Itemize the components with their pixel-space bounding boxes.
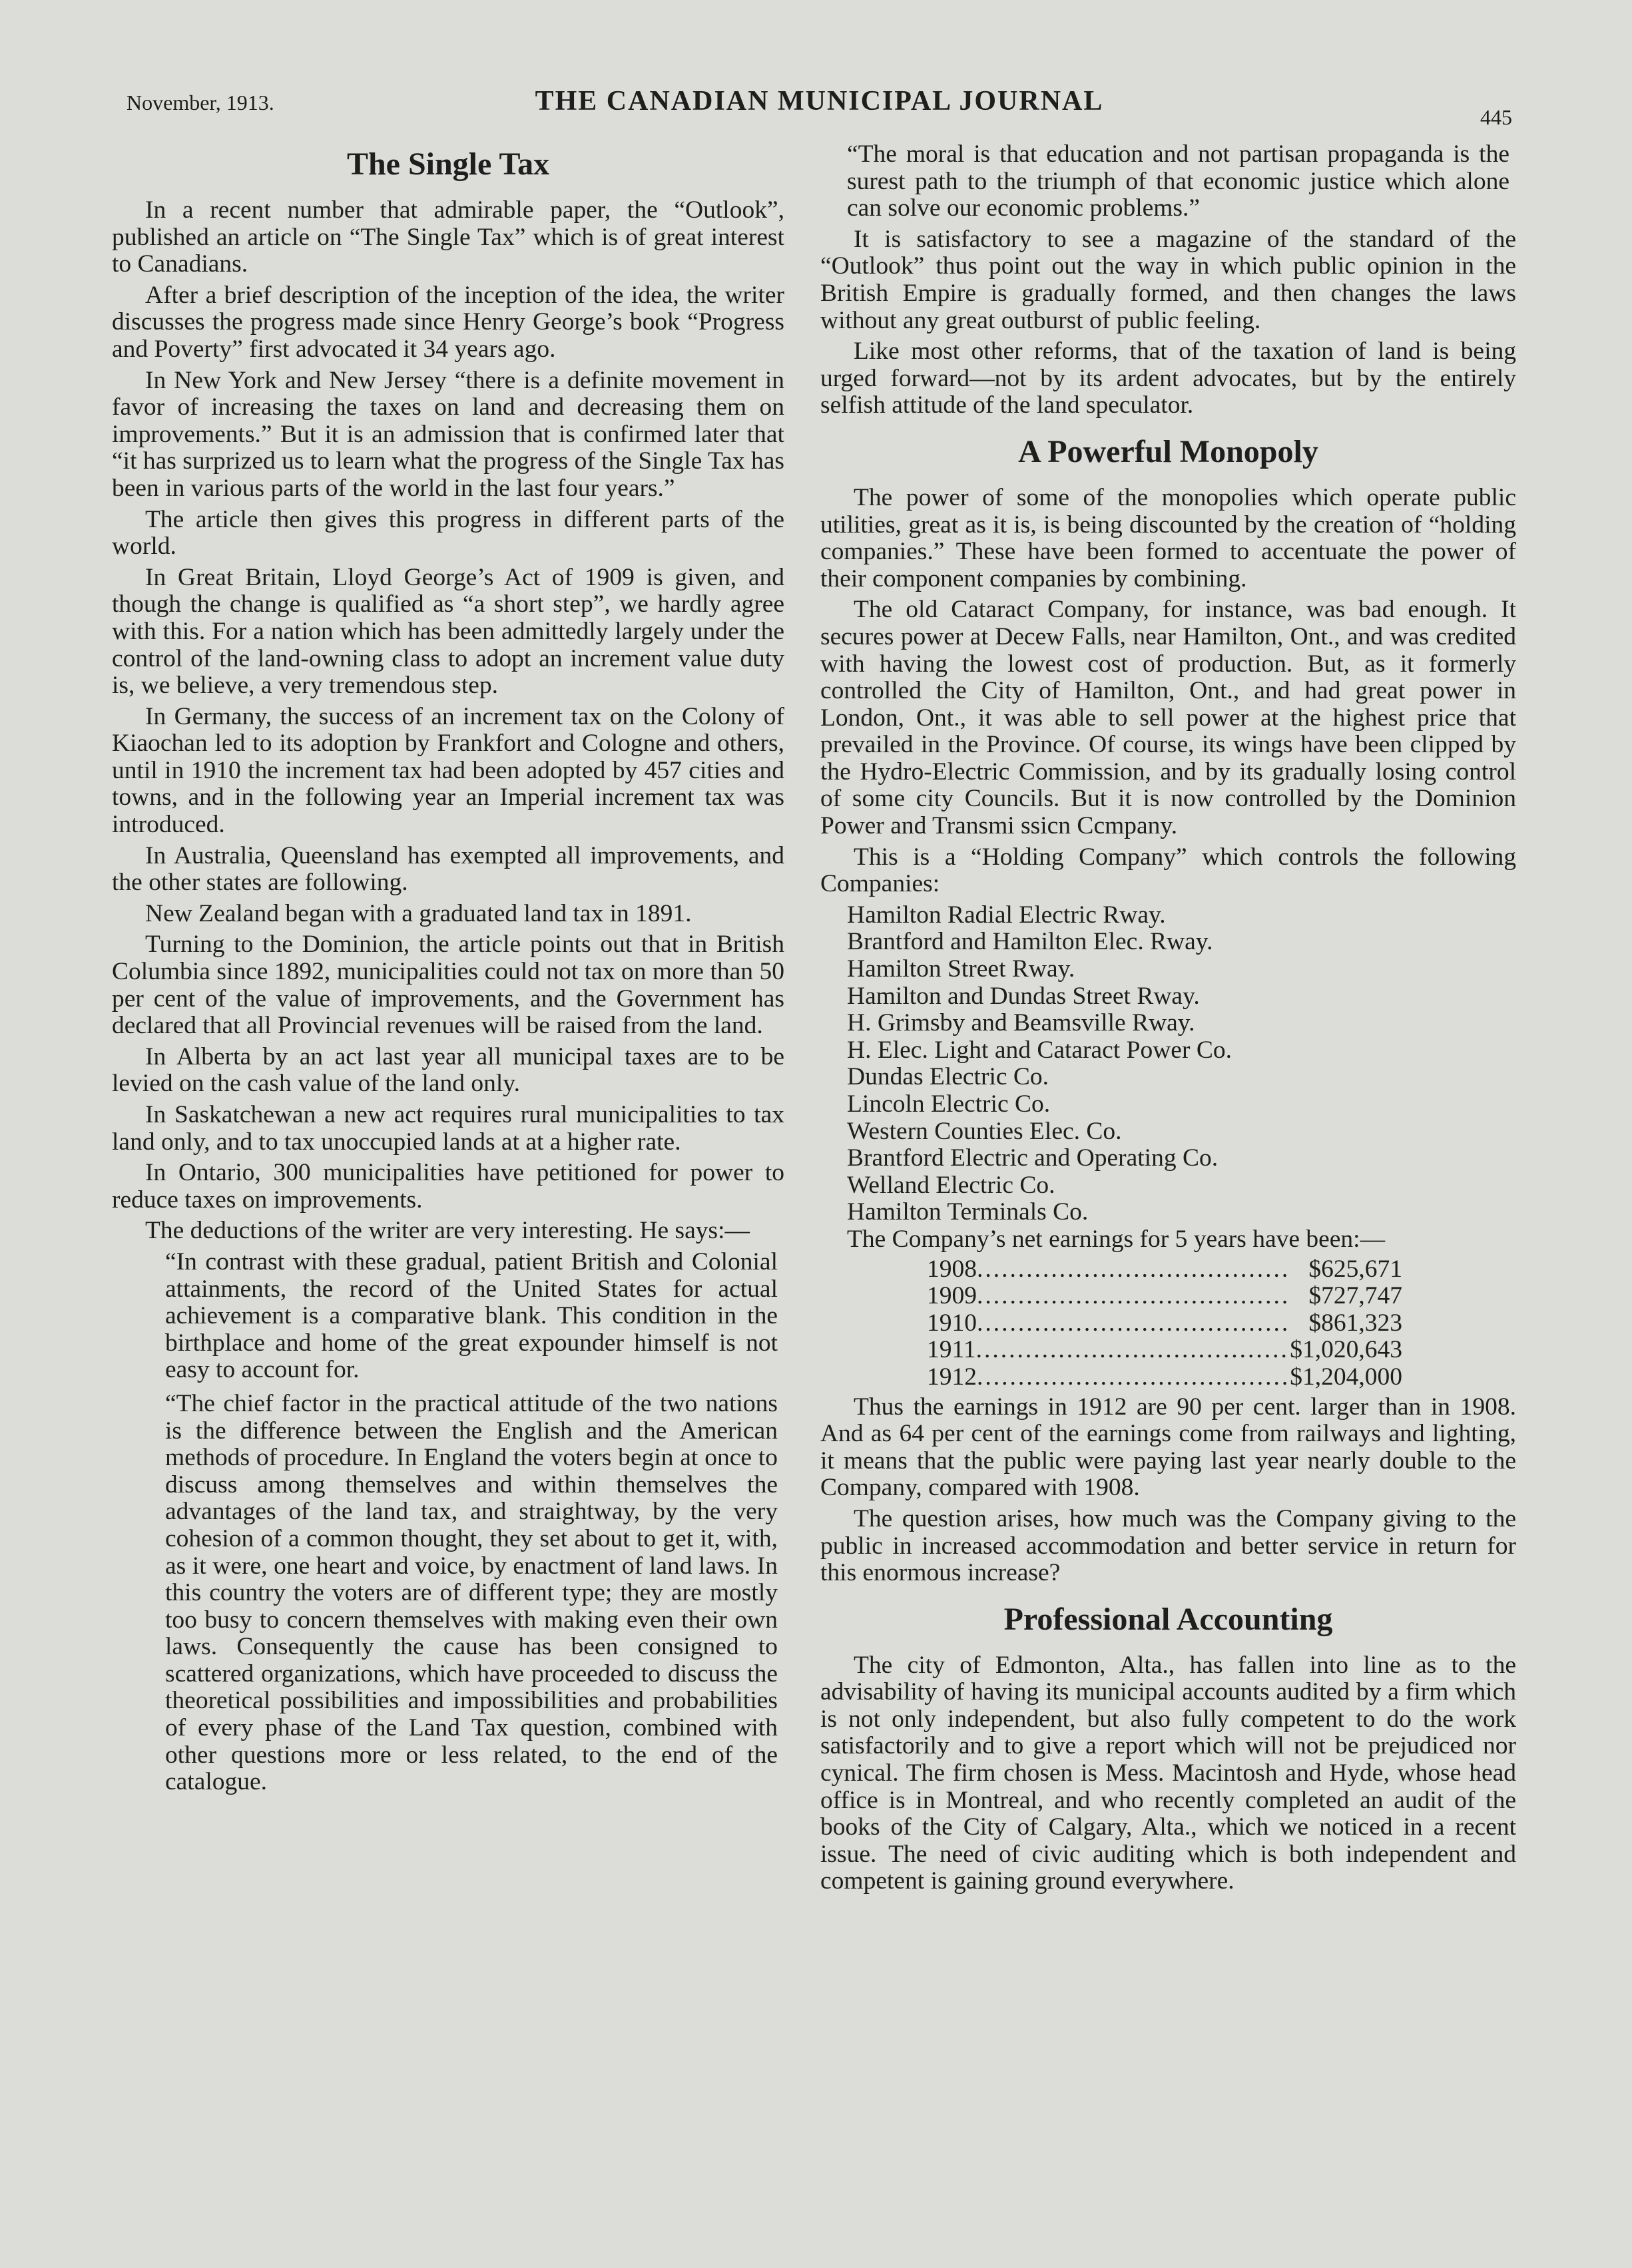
single-tax-closing: Like most other reforms, that of the taxation of land is being urged forward—not by its ardent advocates, but by the entirely selfish attitude of the land speculator. [820, 338, 1516, 419]
monopoly-paragraph: This is a “Holding Company” which controls the following Companies: [820, 843, 1516, 898]
earnings-year: 1909 [927, 1283, 977, 1310]
earnings-intro: The Company’s net earnings for 5 years have been:— [847, 1225, 1386, 1253]
earnings-year: 1910 [927, 1309, 977, 1337]
quote-paragraph: “In contrast with these gradual, patient British and Colonial attainments, the record of the United States for actual achievement is a comparative blank. This condition in the birthplace and home of the great expounder himself is not easy to account for. [165, 1247, 778, 1384]
single-tax-closing: It is satisfactory to see a magazine of the standard of the “Outlook” thus point out the way in which public opinion in the British Empire is gradually formed, and then changes the laws without any great outburst of public feeling. [820, 225, 1516, 334]
earnings-amount: $1,020,643 [1290, 1336, 1402, 1364]
dot-leader: ...................................... [975, 1337, 1289, 1364]
earnings-year: 1911 [927, 1337, 976, 1364]
single-tax-paragraph: In a recent number that admirable paper, the “Outlook”, published an article on “The Single Tax” which is of great interest to Canadians. [112, 196, 784, 278]
monopoly-paragraph: Thus the earnings in 1912 are 90 per cent. larger than in 1908. And as 64 per cent of the earnings come from railways and lighting, it means that the public were paying last year nearly double to the Company, compared with 1908. [820, 1393, 1516, 1502]
list-item: Brantford Electric and Operating Co. [847, 1144, 1219, 1172]
list-item: Western Counties Elec. Co. [847, 1117, 1122, 1145]
monopoly-paragraph: The question arises, how much was the Company giving to the public in increased accommodation and better service in return for this enormous increase? [820, 1504, 1516, 1587]
monopoly-paragraph: The old Cataract Company, for instance, was bad enough. It secures power at Decew Falls, near Hamilton, Ont., and was credited with having the lowest cost of production. But, as it formerly controlled the City of Hamilton, Ont., and had great power in London, Ont., it was able to sell power at the highest price that prevailed in the Province. Of course, its wings have been clipped by the Hydro-Electric Commission, and by its gradually losing control of some city Councils. But it is now controlled by the Dominion Power and Transmi ssicn Ccmpany. [820, 596, 1516, 840]
dot-leader: ...................................... [977, 1309, 1290, 1337]
company-list [847, 902, 1516, 1253]
table-row [927, 1283, 1402, 1310]
left-column [112, 141, 784, 1800]
accounting-heading: Professional Accounting [1003, 1601, 1333, 1637]
single-tax-paragraph: New Zealand began with a graduated land tax in 1891. [145, 899, 692, 927]
right-column [820, 141, 1516, 1899]
earnings-amount: $861,323 [1308, 1309, 1402, 1337]
single-tax-paragraph: In Australia, Queensland has exempted all improvements, and the other states are following. [112, 841, 784, 897]
earnings-year: 1912 [927, 1363, 977, 1391]
list-item: Lincoln Electric Co. [847, 1090, 1051, 1118]
single-tax-paragraph: Turning to the Dominion, the article points out that in British Columbia since 1892, municipalities could not tax on more than 50 per cent of the value of improvements, and the Government has declared that all Provincial revenues will be raised from the land. [112, 931, 784, 1040]
quote-paragraph: “The chief factor in the practical attitude of the two nations is the difference between the English and the American methods of procedure. In England the voters begin at once to discuss among themselves and within themselves the advantages of the land tax, and straightway, by the very cohesion of a common thought, they set about to get it, with, as it were, one heart and voice, by enactment of land laws. In this country the voters are of different type; they are mostly too busy to concern themselves with making even their own laws. Consequently the cause has been consigned to scattered organizations, which have proceeded to discuss the theoretical possibilities and impossibilities and probabilities of every phase of the Land Tax question, combined with other questions more or less related, to the end of the catalogue. [165, 1389, 778, 1796]
table-row [927, 1310, 1402, 1337]
single-tax-paragraph: In Saskatchewan a new act requires rural municipalities to tax land only, and to tax unoccupied lands at at a higher rate. [112, 1101, 784, 1156]
single-tax-paragraph: In Ontario, 300 municipalities have petitioned for power to reduce taxes on improvements. [112, 1159, 784, 1214]
dot-leader: ...................................... [977, 1255, 1290, 1283]
issue-date: November, 1913. [127, 91, 274, 114]
earnings-year: 1908 [927, 1255, 977, 1283]
list-item: Welland Electric Co. [847, 1171, 1055, 1199]
monopoly-paragraph: The power of some of the monopolies which operate public utilities, great as it is, is being discounted by the creation of “holding companies.” These have been formed to accentuate the power of their component companies by combining. [820, 483, 1516, 592]
earnings-table [927, 1256, 1402, 1391]
list-item: Hamilton Terminals Co. [847, 1198, 1089, 1226]
single-tax-paragraph: In Great Britain, Lloyd George’s Act of 1909 is given, and though the change is qualified as “a short step”, we hardly agree with this. For a nation which has been admittedly largely under the control of the land-owning class to adopt an increment value duty is, we believe, a very tremendous step. [112, 563, 784, 700]
single-tax-paragraph: The article then gives this progress in different parts of the world. [112, 505, 784, 561]
accounting-paragraph: The city of Edmonton, Alta., has fallen into line as to the advisability of having its municipal accounts audited by a firm which is not only independent, but also fully competent to do the work satisfactorily and to give a report which will not be prejudiced nor cynical. The firm chosen is Mess. Macintosh and Hyde, whose head office is in Montreal, and who recently completed an audit of the books of the City of Calgary, Alta., which we noticed in a recent issue. The need of civic auditing which is both independent and competent is gaining ground everywhere. [820, 1651, 1516, 1895]
table-row [927, 1256, 1402, 1283]
outlook-quote [112, 1249, 784, 1796]
monopoly-heading: A Powerful Monopoly [1018, 433, 1318, 469]
list-item: Brantford and Hamilton Elec. Rway. [847, 928, 1213, 956]
single-tax-heading: The Single Tax [346, 146, 550, 182]
single-tax-paragraph: In Germany, the success of an increment tax on the Colony of Kiaochan led to its adoption by Frankfort and Cologne and others, until in 1910 the increment tax had been adopted by 457 cities and towns, and in the following year an Imperial increment tax was introduced. [112, 702, 784, 839]
page-number: 445 [1480, 105, 1512, 129]
list-item: H. Elec. Light and Cataract Power Co. [847, 1036, 1232, 1064]
dot-leader: ...................................... [977, 1363, 1290, 1391]
earnings-amount: $1,204,000 [1290, 1363, 1402, 1391]
outlook-quote-continued [794, 141, 1516, 222]
table-row [927, 1364, 1402, 1391]
single-tax-paragraph: In Alberta by an act last year all municipal taxes are to be levied on the cash value of the land only. [112, 1042, 784, 1098]
single-tax-paragraph: After a brief description of the inception of the idea, the writer discusses the progress made since Henry George’s book “Progress and Poverty” first advocated it 34 years ago. [112, 281, 784, 363]
table-row [927, 1337, 1402, 1364]
single-tax-paragraph: The deductions of the writer are very interesting. He says:— [145, 1217, 750, 1245]
list-item: Dundas Electric Co. [847, 1063, 1049, 1091]
earnings-amount: $625,671 [1308, 1255, 1402, 1283]
quote-paragraph: “The moral is that education and not partisan propaganda is the surest path to the triumph of that economic justice which alone can solve our economic problems.” [847, 140, 1509, 222]
list-item: Hamilton Street Rway. [847, 955, 1075, 983]
list-item: Hamilton and Dundas Street Rway. [847, 982, 1200, 1010]
page-header [127, 79, 1512, 138]
list-item: H. Grimsby and Beamsville Rway. [847, 1009, 1195, 1037]
journal-title: THE CANADIAN MUNICIPAL JOURNAL [535, 86, 1104, 116]
earnings-amount: $727,747 [1308, 1282, 1402, 1310]
single-tax-paragraph: In New York and New Jersey “there is a definite movement in favor of increasing the taxes on land and decreasing them on improvements.” But it is an admission that is confirmed later that “it has surprized us to learn what the progress of the Single Tax has been in various parts of the world in the last four years.” [112, 366, 784, 502]
list-item: Hamilton Radial Electric Rway. [847, 901, 1166, 929]
dot-leader: ...................................... [977, 1283, 1290, 1310]
